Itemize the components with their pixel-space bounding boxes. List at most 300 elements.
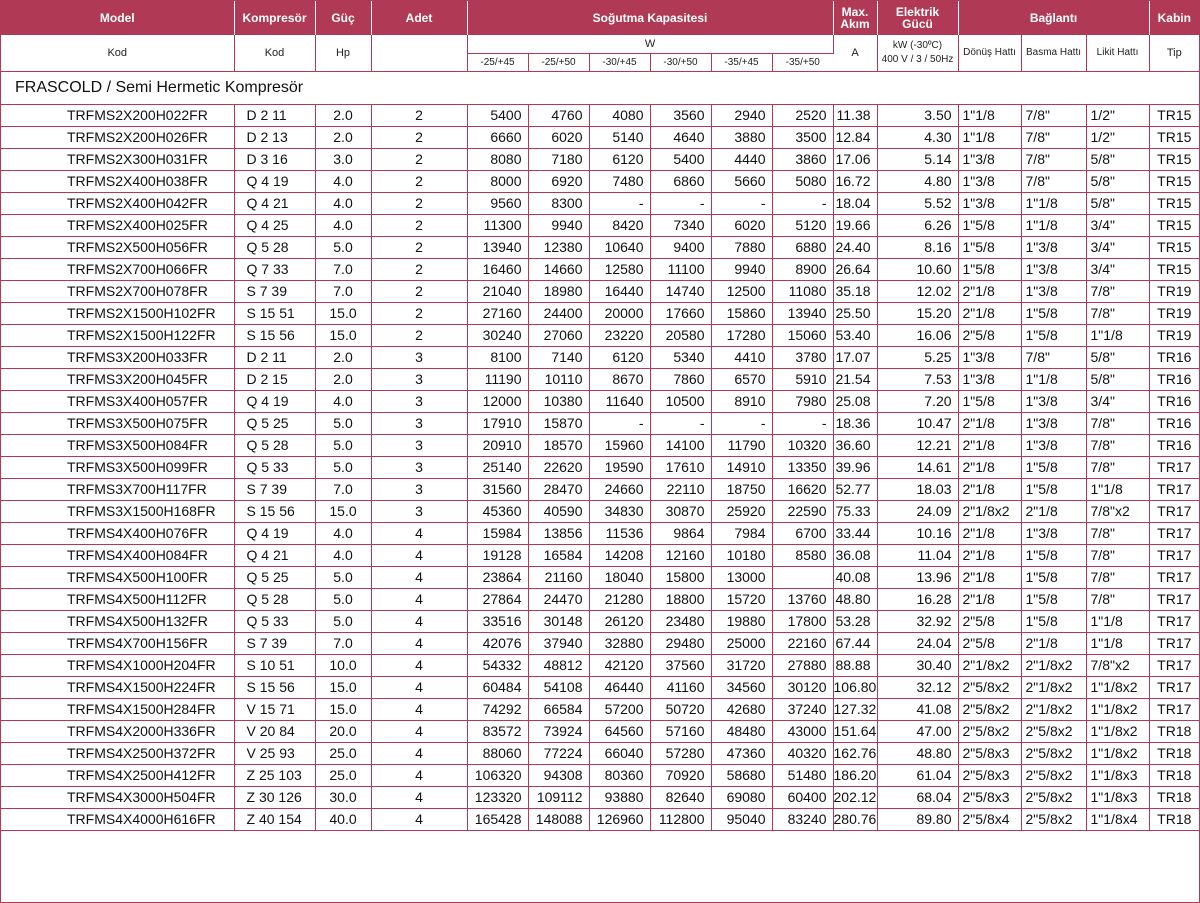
basma-cell: 1"1/8 [1021,215,1086,237]
likit-cell: 1"1/8x3 [1086,765,1149,787]
cap-cell: 6880 [772,237,833,259]
kod-cell: Q 4 21 [234,545,315,567]
table-row [1,611,1199,633]
table-row [1,523,1199,545]
cap-cell: 37940 [528,633,589,655]
cap-cell: 15960 [589,435,650,457]
cap-cell: 13856 [528,523,589,545]
cap-cell: - [589,413,650,435]
basma-cell: 2"1/8 [1021,501,1086,523]
likit-cell: 1/2" [1086,127,1149,149]
cap-cell: 6120 [589,149,650,171]
kod-cell: S 15 56 [234,501,315,523]
cap-cell: 7340 [650,215,711,237]
kw-cell: 16.28 [877,589,958,611]
cap-cell: 27880 [772,655,833,677]
sub-a: A [833,35,877,72]
cap-cell: - [772,193,833,215]
cap-cell: - [650,413,711,435]
tip-cell: TR19 [1149,325,1199,347]
cap-cell: 25000 [711,633,772,655]
table-row [1,765,1199,787]
sub-adet-empty [371,35,467,72]
basma-cell: 1"3/8 [1021,435,1086,457]
cap-cell: 12000 [467,391,528,413]
cap-cell: 18570 [528,435,589,457]
cap-cell: 10320 [772,435,833,457]
cap-cell: - [589,193,650,215]
kod-cell: S 15 51 [234,303,315,325]
kw-line-1: kW (-30ºC) [892,40,943,51]
cap-cell: 22620 [528,457,589,479]
cap-cell: 51480 [772,765,833,787]
kod-cell: Q 5 28 [234,435,315,457]
kw-cell: 5.14 [877,149,958,171]
model-cell: TRFMS4X3000H504FR [1,787,234,809]
table-row [1,281,1199,303]
basma-cell: 7/8" [1021,347,1086,369]
akim-cell: 16.72 [833,171,877,193]
adet-cell: 2 [371,149,467,171]
hp-cell: 4.0 [315,523,371,545]
cap-cell: 7980 [772,391,833,413]
cap-cell: 14660 [528,259,589,281]
tip-cell: TR17 [1149,545,1199,567]
likit-cell: 3/4" [1086,259,1149,281]
tip-cell: TR17 [1149,589,1199,611]
basma-cell: 1"3/8 [1021,391,1086,413]
akim-cell: 53.28 [833,611,877,633]
donus-cell: 2"1/8 [958,545,1021,567]
cap-cell: 23220 [589,325,650,347]
kw-cell: 7.20 [877,391,958,413]
cap-cell: 7480 [589,171,650,193]
sub-hp: Hp [315,35,371,72]
kw-cell: 68.04 [877,787,958,809]
cap-cell: 57160 [650,721,711,743]
likit-cell: 7/8" [1086,281,1149,303]
cap-cell: 13940 [467,237,528,259]
tip-cell: TR17 [1149,677,1199,699]
cap-cell: 10180 [711,545,772,567]
donus-cell: 2"1/8 [958,281,1021,303]
donus-cell: 2"5/8x4 [958,809,1021,831]
cap-cell: 30148 [528,611,589,633]
hp-cell: 4.0 [315,545,371,567]
adet-cell: 3 [371,413,467,435]
cap-cell: 9400 [650,237,711,259]
likit-cell: 3/4" [1086,391,1149,413]
donus-cell: 2"5/8 [958,633,1021,655]
tip-cell: TR18 [1149,809,1199,831]
cap-cell: 18750 [711,479,772,501]
akim-cell: 40.08 [833,567,877,589]
tip-cell: TR17 [1149,523,1199,545]
tip-cell: TR18 [1149,787,1199,809]
col-header-model: Model [1,1,234,35]
kw-cell: 24.09 [877,501,958,523]
table-row [1,787,1199,809]
akim-cell: 67.44 [833,633,877,655]
basma-cell: 2"1/8x2 [1021,677,1086,699]
model-cell: TRFMS3X500H084FR [1,435,234,457]
tip-cell: TR15 [1149,171,1199,193]
kod-cell: D 2 13 [234,127,315,149]
adet-cell: 4 [371,589,467,611]
cap-cell: 12380 [528,237,589,259]
temp-header: -30/+50 [650,54,711,72]
cap-cell: 11100 [650,259,711,281]
adet-cell: 4 [371,677,467,699]
cap-cell: 31560 [467,479,528,501]
cap-cell: 11080 [772,281,833,303]
basma-cell: 1"5/8 [1021,545,1086,567]
donus-cell: 1"5/8 [958,391,1021,413]
temp-header: -25/+45 [467,54,528,72]
adet-cell: 4 [371,633,467,655]
table-row [1,391,1199,413]
kw-cell: 12.02 [877,281,958,303]
cap-cell: 23864 [467,567,528,589]
cap-cell: 165428 [467,809,528,831]
cap-cell: 66584 [528,699,589,721]
donus-cell: 1"5/8 [958,237,1021,259]
col-header-baglanti: Bağlantı [958,1,1149,35]
model-cell: TRFMS2X300H031FR [1,149,234,171]
table-row [1,237,1199,259]
likit-cell: 1"1/8x2 [1086,677,1149,699]
adet-cell: 2 [371,303,467,325]
cap-cell: 3860 [772,149,833,171]
basma-cell: 2"5/8x2 [1021,787,1086,809]
cap-cell: 17660 [650,303,711,325]
kod-cell: Q 7 33 [234,259,315,281]
cap-cell: 5660 [711,171,772,193]
model-cell: TRFMS2X400H025FR [1,215,234,237]
basma-cell: 7/8" [1021,127,1086,149]
cap-cell: 18040 [589,567,650,589]
donus-cell: 1"3/8 [958,193,1021,215]
kod-cell: Q 5 28 [234,237,315,259]
tip-cell: TR17 [1149,501,1199,523]
cap-cell: 14740 [650,281,711,303]
cap-cell: - [711,193,772,215]
table-row [1,809,1199,831]
cap-cell: 9940 [528,215,589,237]
cap-cell: 14100 [650,435,711,457]
donus-cell: 2"1/8 [958,413,1021,435]
donus-cell: 2"5/8x3 [958,743,1021,765]
basma-cell: 1"5/8 [1021,325,1086,347]
donus-cell: 2"1/8 [958,435,1021,457]
hp-cell: 7.0 [315,633,371,655]
cap-cell: 57280 [650,743,711,765]
donus-cell: 1"5/8 [958,259,1021,281]
tip-cell: TR18 [1149,721,1199,743]
cap-cell: 30240 [467,325,528,347]
cap-cell: 13760 [772,589,833,611]
cap-cell: 5080 [772,171,833,193]
basma-cell: 1"5/8 [1021,589,1086,611]
adet-cell: 4 [371,567,467,589]
cap-cell: 9560 [467,193,528,215]
cap-cell: 60400 [772,787,833,809]
kw-cell: 5.25 [877,347,958,369]
hp-cell: 5.0 [315,457,371,479]
hp-cell: 4.0 [315,215,371,237]
cap-cell: 83240 [772,809,833,831]
kod-cell: Q 4 19 [234,523,315,545]
kod-cell: D 3 16 [234,149,315,171]
cap-cell: 13350 [772,457,833,479]
sub-kod-komp: Kod [234,35,315,72]
cap-cell: 6120 [589,347,650,369]
cap-cell: 24400 [528,303,589,325]
kw-cell: 24.04 [877,633,958,655]
donus-cell: 2"5/8 [958,325,1021,347]
cap-cell: 8300 [528,193,589,215]
cap-cell: 28470 [528,479,589,501]
cap-cell: 21160 [528,567,589,589]
kod-cell: S 7 39 [234,281,315,303]
cap-cell: 11790 [711,435,772,457]
model-cell: TRFMS4X1000H204FR [1,655,234,677]
donus-cell: 1"3/8 [958,149,1021,171]
model-cell: TRFMS4X400H084FR [1,545,234,567]
model-cell: TRFMS2X500H056FR [1,237,234,259]
basma-cell: 2"1/8 [1021,633,1086,655]
cap-cell: 42076 [467,633,528,655]
hp-cell: 2.0 [315,369,371,391]
likit-cell: 1/2" [1086,105,1149,127]
cap-cell: 77224 [528,743,589,765]
model-cell: TRFMS2X700H078FR [1,281,234,303]
akim-cell: 186.20 [833,765,877,787]
likit-cell: 5/8" [1086,347,1149,369]
model-cell: TRFMS4X400H076FR [1,523,234,545]
col-header-kompresor: Kompresör [234,1,315,35]
akim-cell: 18.04 [833,193,877,215]
donus-cell: 2"5/8x3 [958,787,1021,809]
cap-cell: 16584 [528,545,589,567]
tip-cell: TR17 [1149,479,1199,501]
likit-cell: 5/8" [1086,171,1149,193]
kod-cell: V 25 93 [234,743,315,765]
kw-cell: 12.21 [877,435,958,457]
adet-cell: 3 [371,457,467,479]
table-row [1,479,1199,501]
model-cell: TRFMS4X500H112FR [1,589,234,611]
cap-cell: 34560 [711,677,772,699]
cap-cell: 9864 [650,523,711,545]
akim-cell: 39.96 [833,457,877,479]
likit-cell: 5/8" [1086,369,1149,391]
kw-cell: 6.26 [877,215,958,237]
table-row [1,325,1199,347]
akim-cell: 106.80 [833,677,877,699]
tip-cell: TR17 [1149,567,1199,589]
likit-cell: 7/8" [1086,589,1149,611]
model-cell: TRFMS4X2500H412FR [1,765,234,787]
hp-cell: 10.0 [315,655,371,677]
cap-cell: 7140 [528,347,589,369]
model-cell: TRFMS2X1500H122FR [1,325,234,347]
section-row [1,72,1199,105]
cap-cell: 12580 [589,259,650,281]
cap-cell: 29480 [650,633,711,655]
likit-cell: 1"1/8x2 [1086,721,1149,743]
cap-cell: 4440 [711,149,772,171]
hp-cell: 3.0 [315,149,371,171]
tip-cell: TR18 [1149,765,1199,787]
cap-cell: 26120 [589,611,650,633]
hp-cell: 4.0 [315,193,371,215]
table-row [1,677,1199,699]
cap-cell: 50720 [650,699,711,721]
kw-cell: 8.16 [877,237,958,259]
basma-cell: 1"3/8 [1021,237,1086,259]
header-row [1,1,1199,35]
cap-cell [772,567,833,589]
table-row [1,545,1199,567]
likit-cell: 1"1/8x3 [1086,787,1149,809]
model-cell: TRFMS4X500H132FR [1,611,234,633]
cap-cell: 20000 [589,303,650,325]
cap-cell: 5140 [589,127,650,149]
table-row [1,193,1199,215]
cap-cell: 11190 [467,369,528,391]
model-cell: TRFMS4X2000H336FR [1,721,234,743]
donus-cell: 2"1/8 [958,303,1021,325]
donus-cell: 2"1/8 [958,479,1021,501]
cap-cell: 5340 [650,347,711,369]
kw-cell: 10.16 [877,523,958,545]
likit-cell: 5/8" [1086,149,1149,171]
hp-cell: 7.0 [315,281,371,303]
adet-cell: 4 [371,721,467,743]
cap-cell: 6700 [772,523,833,545]
kw-cell: 15.20 [877,303,958,325]
table-row [1,347,1199,369]
kod-cell: Z 30 126 [234,787,315,809]
akim-cell: 202.12 [833,787,877,809]
cap-cell: 80360 [589,765,650,787]
akim-cell: 52.77 [833,479,877,501]
kw-cell: 32.12 [877,677,958,699]
cap-cell: 33516 [467,611,528,633]
kod-cell: Q 5 25 [234,413,315,435]
cap-cell: 43000 [772,721,833,743]
model-cell: TRFMS3X400H057FR [1,391,234,413]
adet-cell: 4 [371,765,467,787]
cap-cell: 8670 [589,369,650,391]
kw-cell: 16.06 [877,325,958,347]
cap-cell: 3560 [650,105,711,127]
donus-cell: 2"1/8 [958,457,1021,479]
kod-cell: V 20 84 [234,721,315,743]
cap-cell: 126960 [589,809,650,831]
table-row [1,567,1199,589]
basma-cell: 2"5/8x2 [1021,809,1086,831]
kod-cell: S 10 51 [234,655,315,677]
akim-cell: 53.40 [833,325,877,347]
cap-cell: - [772,413,833,435]
kw-cell: 3.50 [877,105,958,127]
cap-cell: 10500 [650,391,711,413]
cap-cell: 45360 [467,501,528,523]
tip-cell: TR15 [1149,105,1199,127]
donus-cell: 2"5/8x3 [958,765,1021,787]
cap-cell: 40320 [772,743,833,765]
kod-cell: Q 5 25 [234,567,315,589]
cap-cell: 22590 [772,501,833,523]
cap-cell: 93880 [589,787,650,809]
tip-cell: TR15 [1149,193,1199,215]
likit-cell: 7/8" [1086,567,1149,589]
akim-cell: 48.80 [833,589,877,611]
model-cell: TRFMS2X400H042FR [1,193,234,215]
cap-cell: 25140 [467,457,528,479]
cap-cell: 15720 [711,589,772,611]
cap-cell: 95040 [711,809,772,831]
cap-cell: 109112 [528,787,589,809]
elektrik-gucu-label: Elektrik Gücü [895,5,940,31]
table-row [1,743,1199,765]
cap-cell: 37560 [650,655,711,677]
tip-cell: TR17 [1149,457,1199,479]
sub-tip: Tip [1149,35,1199,72]
table-row [1,655,1199,677]
basma-cell: 1"1/8 [1021,193,1086,215]
akim-cell: 280.76 [833,809,877,831]
kw-cell: 5.52 [877,193,958,215]
sub-kw [877,35,958,72]
adet-cell: 3 [371,391,467,413]
kod-cell: Z 25 103 [234,765,315,787]
tip-cell: TR16 [1149,369,1199,391]
compressor-spec-table [1,1,1199,831]
cap-cell: 106320 [467,765,528,787]
hp-cell: 20.0 [315,721,371,743]
kod-cell: D 2 11 [234,105,315,127]
cap-cell: 4760 [528,105,589,127]
cap-cell: 27864 [467,589,528,611]
kw-cell: 48.80 [877,743,958,765]
model-cell: TRFMS4X1500H224FR [1,677,234,699]
cap-cell: 17280 [711,325,772,347]
akim-cell: 24.40 [833,237,877,259]
cap-cell: - [650,193,711,215]
cap-cell: 17610 [650,457,711,479]
cap-cell: 48480 [711,721,772,743]
adet-cell: 2 [371,281,467,303]
cap-cell: 4080 [589,105,650,127]
hp-cell: 15.0 [315,303,371,325]
tip-cell: TR16 [1149,391,1199,413]
akim-cell: 25.50 [833,303,877,325]
model-cell: TRFMS4X700H156FR [1,633,234,655]
tip-cell: TR15 [1149,259,1199,281]
cap-cell: 8080 [467,149,528,171]
cap-cell: 22110 [650,479,711,501]
kw-cell: 32.92 [877,611,958,633]
cap-cell: 4410 [711,347,772,369]
likit-cell: 1"1/8x2 [1086,743,1149,765]
table-row [1,105,1199,127]
akim-cell: 75.33 [833,501,877,523]
model-cell: TRFMS2X200H026FR [1,127,234,149]
basma-cell: 2"1/8x2 [1021,699,1086,721]
